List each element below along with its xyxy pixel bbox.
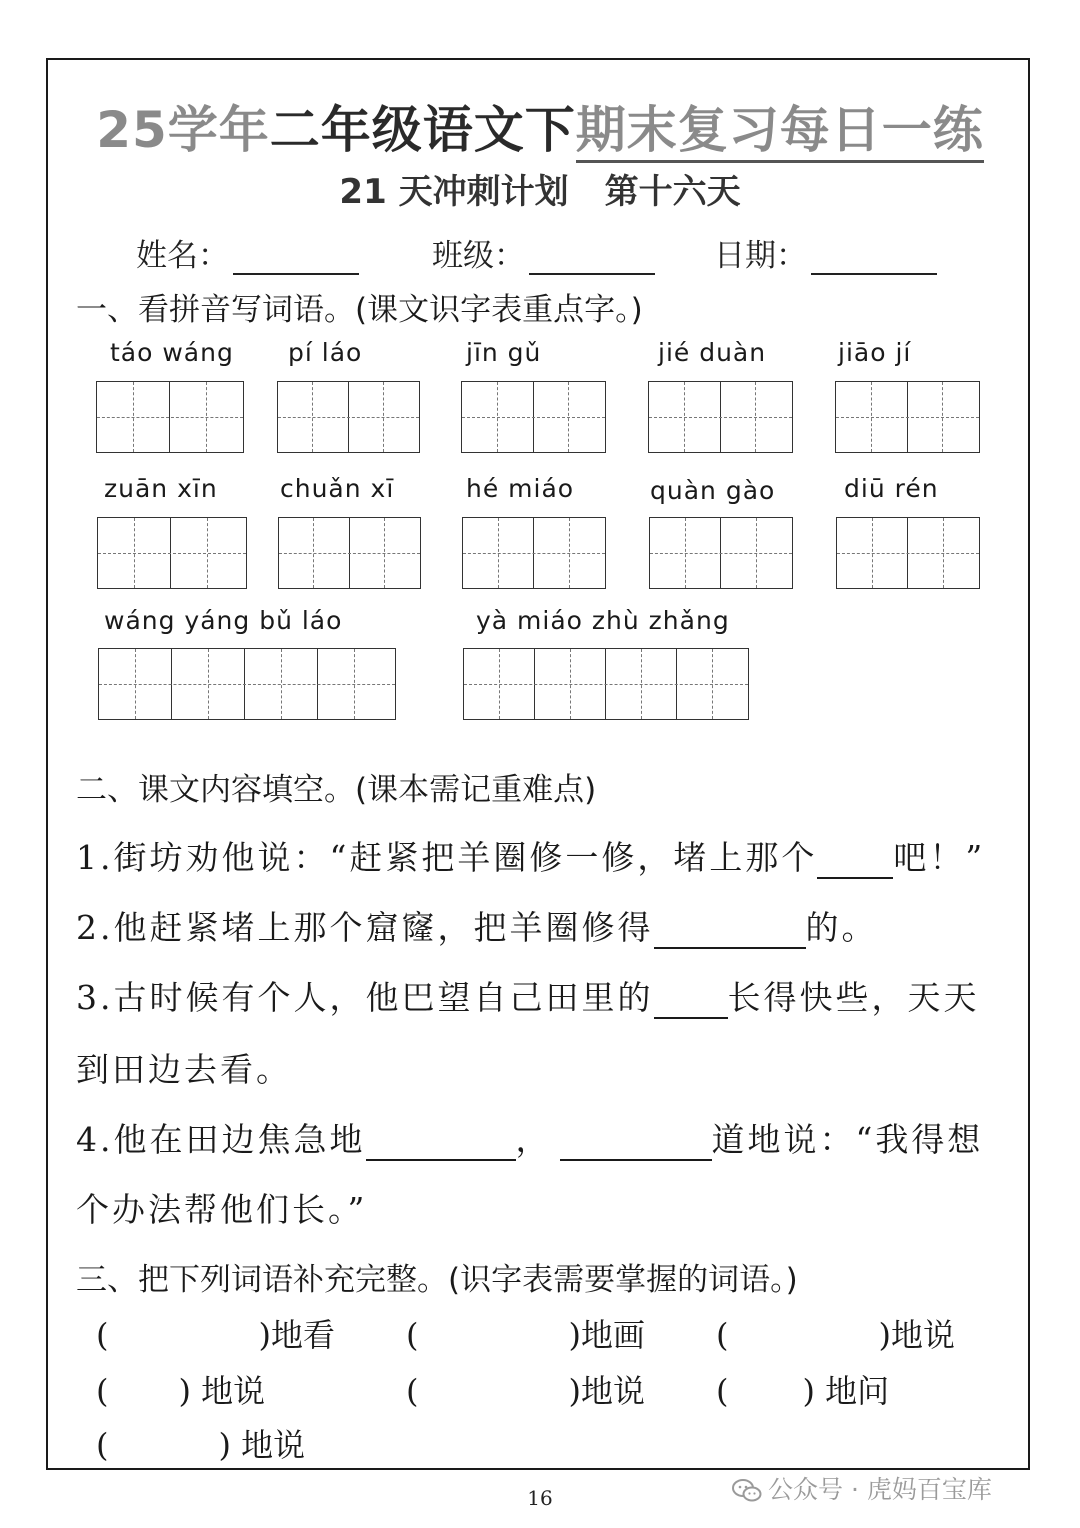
writing-grid[interactable] <box>649 517 793 589</box>
pinyin-label: wáng yáng bǔ láo <box>104 606 343 635</box>
writing-grid[interactable] <box>648 381 793 453</box>
question-3: 3.古时候有个人，他巴望自己田里的 长得快些，天天 <box>76 978 980 1017</box>
watermark: 公众号 · 虎妈百宝库 <box>732 1470 992 1506</box>
writing-grid[interactable] <box>278 517 421 589</box>
worksheet-title: 25学年二年级语文下期末复习每日一练 <box>0 90 1080 162</box>
writing-grid[interactable] <box>461 381 606 453</box>
pinyin-label: diū rén <box>844 474 939 503</box>
question-4-cont: 个办法帮他们长。” <box>76 1190 368 1229</box>
fill-item[interactable]: ( )地看 <box>96 1316 335 1354</box>
fill-item[interactable]: ( ) 地问 <box>716 1372 890 1410</box>
pinyin-label: jīn gǔ <box>466 338 542 367</box>
writing-grid[interactable] <box>96 381 244 453</box>
answer-blank[interactable] <box>817 843 893 879</box>
question-2: 2.他赶紧堵上那个窟窿，把羊圈修得 的。 <box>76 908 878 947</box>
fill-item[interactable]: ( )地画 <box>406 1316 645 1354</box>
pinyin-label: chuǎn xī <box>280 474 395 503</box>
section3-heading: 三、把下列词语补充完整。(识字表需要掌握的词语。) <box>76 1262 798 1298</box>
fill-item[interactable]: ( ) 地说 <box>96 1372 266 1410</box>
writing-grid[interactable] <box>462 517 606 589</box>
pinyin-label: hé miáo <box>466 474 575 503</box>
answer-blank[interactable] <box>366 1125 516 1161</box>
fill-item[interactable]: ( ) 地说 <box>96 1426 306 1464</box>
pinyin-label: táo wáng <box>110 338 234 367</box>
section1-heading: 一、看拼音写词语。(课文识字表重点字。) <box>76 292 643 328</box>
page-number: 16 <box>527 1486 553 1510</box>
name-field[interactable]: 姓名： <box>136 230 359 275</box>
wechat-icon <box>732 1478 762 1504</box>
pinyin-label: jié duàn <box>658 338 767 367</box>
writing-grid[interactable] <box>277 381 420 453</box>
date-field[interactable]: 日期： <box>714 230 937 275</box>
writing-grid[interactable] <box>463 648 749 720</box>
answer-blank[interactable] <box>654 983 728 1019</box>
class-blank[interactable] <box>529 243 655 275</box>
fill-item[interactable]: ( )地说 <box>406 1372 645 1410</box>
name-blank[interactable] <box>233 243 359 275</box>
answer-blank[interactable] <box>654 913 806 949</box>
pinyin-label: jiāo jí <box>838 338 912 367</box>
section2-heading: 二、课文内容填空。(课本需记重难点) <box>76 772 597 808</box>
writing-grid[interactable] <box>836 517 980 589</box>
question-3-cont: 到田边去看。 <box>76 1050 292 1089</box>
pinyin-label: yà miáo zhù zhǎng <box>476 606 730 635</box>
writing-grid[interactable] <box>835 381 980 453</box>
answer-blank[interactable] <box>560 1125 712 1161</box>
pinyin-label: quàn gào <box>650 476 776 505</box>
date-blank[interactable] <box>811 243 937 275</box>
worksheet-subtitle: 21 天冲刺计划 第十六天 <box>339 172 741 212</box>
pinyin-label: zuān xīn <box>104 474 218 503</box>
question-1: 1.街坊劝他说：“赶紧把羊圈修一修，堵上那个 吧！” <box>76 838 986 877</box>
writing-grid[interactable] <box>98 648 396 720</box>
pinyin-label: pí láo <box>288 338 363 367</box>
class-field[interactable]: 班级： <box>432 230 655 275</box>
fill-item[interactable]: ( )地说 <box>716 1316 955 1354</box>
writing-grid[interactable] <box>97 517 247 589</box>
question-4: 4.他在田边焦急地 ， 道地说：“我得想 <box>76 1120 984 1159</box>
